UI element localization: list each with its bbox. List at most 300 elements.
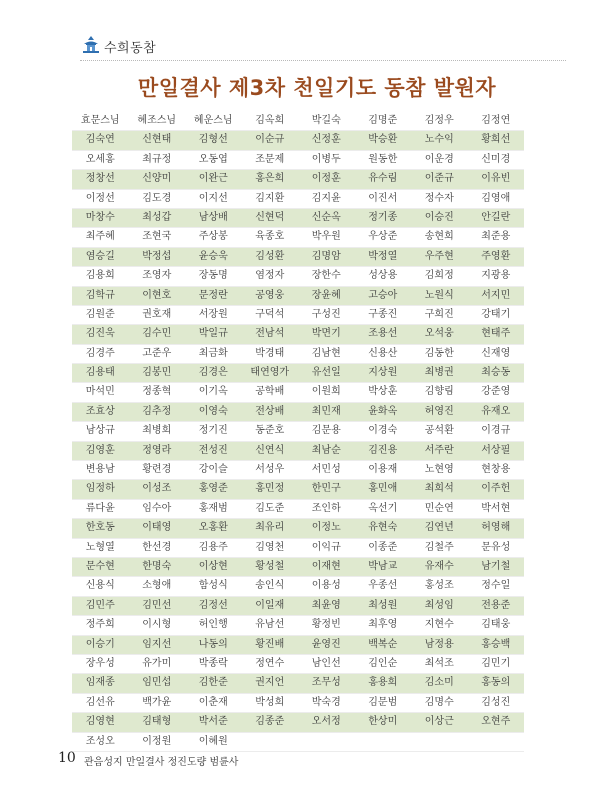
name-cell [242,733,299,751]
name-cell: 구성진 [311,308,341,320]
name-cell: 정주희 [85,619,115,631]
name-cell: 장동명 [198,270,228,282]
name-cell: 조인하 [311,502,341,514]
section-title: 수희동참 [104,41,157,56]
name-cell: 구종진 [368,308,398,320]
name-cell: 송인식 [255,580,285,592]
name-cell: 김진용 [368,444,398,456]
name-cell: 박상훈 [368,386,398,398]
name-cell: 최성갑 [142,211,172,223]
name-cell: 태연영가 [250,367,290,379]
table-row [72,597,524,616]
name-cell: 이주헌 [481,483,511,495]
name-cell: 염정자 [255,270,285,282]
name-cell: 오현주 [481,716,511,728]
table-row [72,655,524,674]
name-cell: 윤영진 [311,638,341,650]
name-cell: 최금화 [198,347,228,359]
name-cell: 이재현 [311,560,341,572]
table-row [72,190,524,209]
name-cell: 황성철 [255,560,285,572]
name-cell: 최석조 [424,657,454,669]
name-cell: 김성환 [255,250,285,262]
name-cell: 홍민애 [368,483,398,495]
name-cell: 이용성 [311,580,341,592]
name-cell: 남정용 [424,638,454,650]
name-cell: 김추정 [142,405,172,417]
name-cell: 오홍환 [198,522,228,534]
name-cell: 신재영 [481,347,511,359]
name-cell: 임민섭 [142,677,172,689]
name-cell: 김남현 [311,347,341,359]
name-cell: 지상원 [368,367,398,379]
name-cell: 최규정 [142,153,172,165]
name-cell: 이시형 [142,619,172,631]
name-cell: 최남순 [311,444,341,456]
name-cell: 정창선 [85,173,115,185]
name-cell: 김영애 [481,192,511,204]
name-cell: 동준호 [255,425,285,437]
name-cell: 홍재범 [198,502,228,514]
name-cell: 변용남 [85,464,115,476]
name-cell: 지광용 [481,270,511,282]
name-cell: 오서정 [311,716,341,728]
name-cell: 김민기 [481,657,511,669]
name-cell: 신정훈 [311,134,341,146]
name-cell: 김연년 [424,522,454,534]
name-cell: 허영진 [424,405,454,417]
name-cell: 노원식 [424,289,454,301]
name-cell: 황정빈 [311,619,341,631]
name-cell: 나동의 [198,638,228,650]
name-cell: 김경주 [85,347,115,359]
name-cell: 박서준 [198,716,228,728]
name-cell: 이정원 [142,735,172,747]
name-cell: 김진욱 [85,328,115,340]
name-cell: 남기철 [481,560,511,572]
table-row [72,228,524,247]
name-cell: 이경숙 [368,425,398,437]
name-cell: 함성식 [198,580,228,592]
name-cell: 김봉민 [142,367,172,379]
name-cell: 최유리 [255,522,285,534]
name-cell: 마창수 [85,211,115,223]
name-cell: 성상용 [368,270,398,282]
name-cell [411,733,468,751]
name-cell: 이진서 [368,192,398,204]
name-cell: 김향림 [424,386,454,398]
name-cell: 최병권 [424,367,454,379]
name-cell: 박정열 [368,250,398,262]
name-cell: 문수현 [85,560,115,572]
name-cell: 백복순 [368,638,398,650]
name-cell: 이기옥 [198,386,228,398]
name-cell: 최민재 [311,405,341,417]
name-cell: 최병희 [142,425,172,437]
name-cell: 서지민 [481,289,511,301]
name-cell: 백가윤 [142,696,172,708]
name-cell: 김수민 [142,328,172,340]
name-cell: 최후영 [368,619,398,631]
name-cell: 김용희 [85,270,115,282]
name-cell: 지현수 [424,619,454,631]
name-cell: 김경은 [198,367,228,379]
name-cell: 고승아 [368,289,398,301]
name-cell: 최승동 [481,367,511,379]
name-cell: 조성오 [85,735,115,747]
table-row [72,461,524,480]
name-cell: 임정하 [85,483,115,495]
name-cell: 전용준 [481,599,511,611]
name-cell: 유재오 [481,405,511,417]
name-cell: 최성임 [424,599,454,611]
name-cell: 유남선 [255,619,285,631]
name-cell: 박길숙 [311,115,341,126]
name-cell: 송현희 [424,231,454,243]
name-cell: 홍동의 [481,677,511,689]
name-cell: 정수자 [424,192,454,204]
table-row [72,694,524,713]
table-row [72,539,524,558]
name-cell: 이승진 [424,211,454,223]
name-cell: 장한수 [311,270,341,282]
name-cell: 김옥희 [255,115,285,126]
name-cell: 이성조 [142,483,172,495]
name-cell: 신현태 [142,134,172,146]
table-row [72,287,524,306]
name-cell: 박종락 [198,657,228,669]
name-cell: 유현숙 [368,522,398,534]
name-cell: 신순옥 [311,211,341,223]
name-cell: 김용주 [198,541,228,553]
name-cell: 윤승욱 [198,250,228,262]
name-cell: 이혜원 [198,735,228,747]
table-row [72,500,524,519]
table-row [72,209,524,228]
name-cell: 서주란 [424,444,454,456]
name-cell: 김정선 [198,599,228,611]
name-cell: 홍영준 [198,483,228,495]
name-cell: 김철주 [424,541,454,553]
name-cell: 조현국 [142,231,172,243]
name-cell: 정기진 [198,425,228,437]
name-cell: 주영환 [481,250,511,262]
name-cell: 신용산 [368,347,398,359]
table-row [72,345,524,364]
name-cell: 박남교 [368,560,398,572]
name-cell: 이일재 [255,599,285,611]
name-cell: 노수익 [424,134,454,146]
name-cell: 공학배 [255,386,285,398]
name-cell: 이용재 [368,464,398,476]
name-cell: 정기종 [368,211,398,223]
name-cell: 박면기 [311,328,341,340]
name-cell: 우상준 [368,231,398,243]
name-cell: 고준우 [142,347,172,359]
name-cell: 유선일 [311,367,341,379]
table-row [72,112,524,131]
name-cell: 김형선 [198,134,228,146]
name-cell: 김선유 [85,696,115,708]
name-cell: 오세홍 [85,153,115,165]
name-cell: 신연식 [255,444,285,456]
name-cell: 허인행 [198,619,228,631]
name-cell: 혜조스님 [137,115,177,126]
name-cell: 이상현 [198,560,228,572]
name-cell: 김성진 [481,696,511,708]
name-cell: 공석환 [424,425,454,437]
name-cell: 장우성 [85,657,115,669]
table-row [72,519,524,538]
table-row [72,383,524,402]
name-cell: 민순연 [424,502,454,514]
name-cell: 최준용 [481,231,511,243]
name-cell: 한명숙 [142,560,172,572]
name-cell: 한상미 [368,716,398,728]
name-cell: 유가미 [142,657,172,669]
name-cell: 이상근 [424,716,454,728]
name-cell: 정연수 [255,657,285,669]
name-cell: 김동한 [424,347,454,359]
name-cell: 김도경 [142,192,172,204]
name-cell: 김학규 [85,289,115,301]
name-cell: 강이슬 [198,464,228,476]
name-cell: 홍민정 [255,483,285,495]
name-cell: 윤화옥 [368,405,398,417]
name-cell: 우주현 [424,250,454,262]
name-cell: 김정우 [424,115,454,126]
name-cell: 박숙경 [311,696,341,708]
name-cell: 김영천 [255,541,285,553]
name-cell: 황진배 [255,638,285,650]
table-row [72,480,524,499]
name-cell: 박서현 [481,502,511,514]
name-cell: 옥선기 [368,502,398,514]
name-cell: 전상배 [255,405,285,417]
name-cell: 김지윤 [311,192,341,204]
name-cell: 한선경 [142,541,172,553]
table-row [72,131,524,150]
name-cell: 김태형 [142,716,172,728]
name-cell: 박우원 [311,231,341,243]
name-cell: 김인순 [368,657,398,669]
name-cell [355,733,412,751]
name-cell: 효문스님 [80,115,120,126]
name-cell: 노형열 [85,541,115,553]
table-row [72,306,524,325]
name-cell: 서상필 [481,444,511,456]
table-row [72,442,524,461]
name-cell: 박경태 [255,347,285,359]
page-number: 10 [58,750,76,766]
name-cell: 주상봉 [198,231,228,243]
table-row [72,616,524,635]
table-row [72,325,524,344]
name-cell: 정수일 [481,580,511,592]
name-cell: 우종선 [368,580,398,592]
name-cell: 한민구 [311,483,341,495]
name-cell: 문정란 [198,289,228,301]
table-row [72,733,524,752]
name-cell: 구희진 [424,308,454,320]
temple-icon [82,35,100,55]
name-cell: 공영웅 [255,289,285,301]
name-cell: 서성우 [255,464,285,476]
name-cell: 장윤혜 [311,289,341,301]
name-cell: 이병두 [311,153,341,165]
name-cell: 이원희 [311,386,341,398]
name-cell: 오동엽 [198,153,228,165]
name-cell: 이영숙 [198,405,228,417]
name-cell: 권지언 [255,677,285,689]
table-row [72,558,524,577]
name-cell: 홍용희 [368,677,398,689]
name-cell: 강준영 [481,386,511,398]
name-cell: 이정훈 [311,173,341,185]
name-cell: 이완근 [198,173,228,185]
table-row [72,170,524,189]
name-cell: 임지선 [142,638,172,650]
name-cell: 이지선 [198,192,228,204]
name-cell: 이춘재 [198,696,228,708]
name-cell: 이정선 [85,192,115,204]
name-cell: 김용태 [85,367,115,379]
name-cell: 김한준 [198,677,228,689]
name-cell: 김민주 [85,599,115,611]
name-cell: 한호동 [85,522,115,534]
name-cell: 마석민 [85,386,115,398]
name-cell: 박성희 [255,696,285,708]
name-cell: 이종준 [368,541,398,553]
name-cell: 김소미 [424,677,454,689]
name-cell: 안길란 [481,211,511,223]
name-cell: 김종준 [255,716,285,728]
name-cell: 김명수 [424,696,454,708]
name-cell: 이현호 [142,289,172,301]
name-cell: 조용선 [368,328,398,340]
name-cell: 신용식 [85,580,115,592]
name-cell [468,733,525,751]
name-cell: 최윤영 [311,599,341,611]
name-cell: 박일규 [198,328,228,340]
name-cell: 김문범 [368,696,398,708]
name-cell: 최희석 [424,483,454,495]
name-cell: 이유빈 [481,173,511,185]
name-cell: 김원준 [85,308,115,320]
name-cell: 김영현 [85,716,115,728]
name-cell: 이익규 [311,541,341,553]
name-cell: 서장원 [198,308,228,320]
table-row [72,636,524,655]
name-cell: 박승환 [368,134,398,146]
name-cell: 전남석 [255,328,285,340]
footer-text: 관음성지 만일결사 정진도량 범륜사 [84,757,239,768]
table-row [72,577,524,596]
name-cell: 김태웅 [481,619,511,631]
table-row [72,403,524,422]
name-cell: 문유성 [481,541,511,553]
name-cell: 신양미 [142,173,172,185]
participants-table [72,112,524,752]
name-cell: 김도준 [255,502,285,514]
name-cell: 홍은희 [255,173,285,185]
page-header [80,34,570,58]
name-cell: 육종호 [255,231,285,243]
name-cell: 이운경 [424,153,454,165]
name-cell: 김지환 [255,192,285,204]
name-cell: 허영해 [481,522,511,534]
name-cell: 임수아 [142,502,172,514]
name-cell: 조영자 [142,270,172,282]
name-cell: 이정노 [311,522,341,534]
name-cell: 남인선 [311,657,341,669]
name-cell: 강태기 [481,308,511,320]
name-cell: 황희선 [481,134,511,146]
name-cell: 이경규 [481,425,511,437]
name-cell: 홍성조 [424,580,454,592]
name-cell: 유재수 [424,560,454,572]
table-row [72,248,524,267]
name-cell: 혜운스님 [193,115,233,126]
name-cell: 김숙연 [85,134,115,146]
name-cell: 홍승백 [481,638,511,650]
name-cell: 류다윤 [85,502,115,514]
name-cell: 오석웅 [424,328,454,340]
header-divider [80,60,566,61]
name-cell: 최주혜 [85,231,115,243]
name-cell: 소형애 [142,580,172,592]
name-cell: 남상규 [85,425,115,437]
name-cell: 전성진 [198,444,228,456]
name-cell: 김영훈 [85,444,115,456]
name-cell: 정종혁 [142,386,172,398]
name-cell: 신미경 [481,153,511,165]
name-cell: 김민선 [142,599,172,611]
table-row [72,674,524,693]
name-cell: 김희정 [424,270,454,282]
name-cell: 현창용 [481,464,511,476]
name-cell: 권호재 [142,308,172,320]
name-cell: 김명준 [368,115,398,126]
name-cell: 이준규 [424,173,454,185]
table-row [72,151,524,170]
name-cell: 이태영 [142,522,172,534]
name-cell: 이순규 [255,134,285,146]
name-cell: 김명암 [311,250,341,262]
name-cell: 유수림 [368,173,398,185]
name-cell: 정영라 [142,444,172,456]
table-row [72,713,524,732]
name-cell: 서민성 [311,464,341,476]
name-cell: 구덕석 [255,308,285,320]
name-cell: 김문용 [311,425,341,437]
page-title: 만일결사 제3차 천일기도 동참 발원자 [137,76,497,100]
name-cell: 신현덕 [255,211,285,223]
name-cell: 조무성 [311,677,341,689]
name-cell [298,733,355,751]
name-cell: 임재종 [85,677,115,689]
table-row [72,364,524,383]
table-row [72,422,524,441]
page-footer [58,750,478,770]
name-cell: 염승길 [85,250,115,262]
name-cell: 김정연 [481,115,511,126]
name-cell: 최성원 [368,599,398,611]
name-cell: 이승기 [85,638,115,650]
name-cell: 조효상 [85,405,115,417]
name-cell: 원동한 [368,153,398,165]
name-cell: 노현영 [424,464,454,476]
